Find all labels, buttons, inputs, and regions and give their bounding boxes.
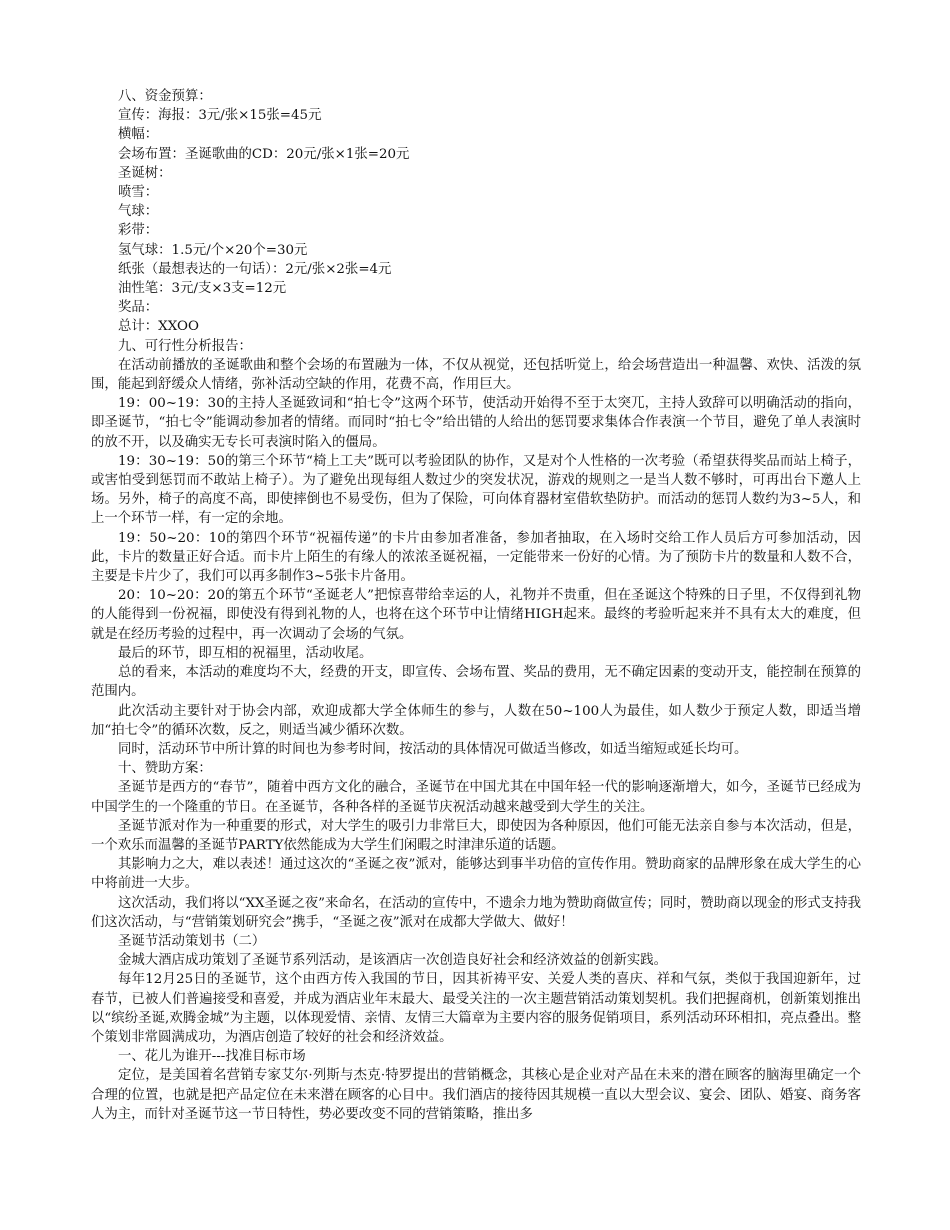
plan2-section1-paragraph: 定位，是美国着名营销专家艾尔·列斯与杰克·特罗提出的营销概念，其核心是企业对产品在未来的潜在顾客的脑海里确定一个合理的位置，也就是把产品定位在未来潜在顾客的心目中。我们酒店的接待因其规模一直以大型会议、宴会、团队、婚宴、商务客人为主，而针对圣诞节这一节日特性，势必要改变不同的营销策略，推出多 <box>91 1068 861 1122</box>
budget-item: 宣传：海报：3元/张×15张=45元 <box>118 108 322 124</box>
plan2-paragraph: 金城大酒店成功策划了圣诞节系列活动，是该酒店一次创造良好社会和经济效益的创新实践。 <box>118 953 668 969</box>
plan2-heading: 圣诞节活动策划书（二） <box>118 933 266 949</box>
feasibility-heading: 九、可行性分析报告： <box>118 338 252 354</box>
feasibility-paragraph: 在活动前播放的圣诞歌曲和整个会场的布置融为一体，不仅从视觉，还包括听觉上，给会场营造出一种温馨、欢快、活泼的氛围，能起到舒缓众人情绪，弥补活动空缺的作用，花费不高，作用巨大。 <box>91 357 861 393</box>
budget-item: 横幅： <box>118 127 159 143</box>
budget-item: 奖品： <box>118 300 159 316</box>
budget-heading: 八、资金预算： <box>118 89 212 104</box>
feasibility-paragraph: 总的看来，本活动的难度均不大，经费的开支，即宣传、会场布置、奖品的费用，无不确定因素的变动开支，能控制在预算的范围内。 <box>91 665 861 700</box>
budget-item: 氢气球：1.5元/个×20个=30元 <box>118 242 308 258</box>
plan2-section1-heading: 一、花儿为谁开---找准目标市场 <box>118 1049 306 1065</box>
plan2-paragraph: 每年12月25日的圣诞节，这个由西方传入我国的节日，因其祈祷平安、关爱人类的喜庆、祥和气氛，类似于我国迎新年，过春节，已被人们普遍接受和喜爱，并成为酒店业年末最大、最受关注的一次主题营销活动策划契机。我们把握商机，创新策划推出以“缤纷圣诞,欢腾金城”为主题，以体现爱情、亲情、友情三大篇章为主要内容的服务促销项目，系列活动环环相扣，亮点叠出。整个策划非常圆满成功，为酒店创造了较好的社会和经济效益。 <box>91 972 861 1045</box>
feasibility-paragraph: 同时，活动环节中所计算的时间也为参考时间，按活动的具体情况可做适当修改，如适当缩短或延长均可。 <box>118 741 748 757</box>
document-page <box>91 87 861 1124</box>
feasibility-paragraph: 19：50~20：10的第四个环节“祝福传递”的卡片由参加者准备，参加者抽取，在入场时交给工作人员后方可参加活动，因此，卡片的数量正好合适。而卡片上陌生的有缘人的浓浓圣诞祝福，一定能带来一份好的心情。为了预防卡片的数量和人数不合，主要是卡片少了，我们可以再多制作3~5张卡片备用。 <box>91 530 861 585</box>
sponsorship-paragraph: 圣诞节是西方的“春节”，随着中西方文化的融合，圣诞节在中国尤其在中国年轻一代的影响逐渐增大，如今，圣诞节已经成为中国学生的一个隆重的节日。在圣诞节，各种各样的圣诞节庆祝活动越来越受到大学生的关注。 <box>91 780 861 815</box>
feasibility-paragraph: 19：30~19：50的第三个环节“椅上工夫”既可以考验团队的协作，又是对个人性格的一次考验（希望获得奖品而站上椅子，或害怕受到惩罚而不敢站上椅子）。为了避免出现每组人数过少的突发状况，游戏的规则之一是当人数不够时，可再出台下邀人上场。另外，椅子的高度不高，即使摔倒也不易受伤，但为了保险，可向体育器材室借软垫防护。而活动的惩罚人数约为3~5人，和上一个环节一样，有一定的余地。 <box>91 453 861 527</box>
feasibility-paragraph: 20：10~20：20的第五个环节“圣诞老人”把惊喜带给幸运的人，礼物并不贵重，但在圣诞这个特殊的日子里，不仅得到礼物的人能得到一份祝福，即使没有得到礼物的人，也将在这个环节中让情绪HIGH起来。最终的考验听起来并不具有太大的难度，但就是在经历考验的过程中，再一次调动了会场的气氛。 <box>91 588 861 642</box>
feasibility-paragraph: 最后的环节，即互相的祝福里，活动收尾。 <box>118 645 373 661</box>
budget-total: 总计：XXOO <box>118 319 199 335</box>
sponsorship-paragraph: 圣诞节派对作为一种重要的形式，对大学生的吸引力非常巨大，即使因为各种原因，他们可能无法亲自参与本次活动，但是，一个欢乐而温馨的圣诞节PARTY依然能成为大学生们闲暇之时津津乐道的话题。 <box>91 818 861 853</box>
sponsorship-paragraph: 这次活动，我们将以“XX圣诞之夜”来命名，在活动的宣传中，不遗余力地为赞助商做宣传；同时，赞助商以现金的形式支持我们这次活动，与“营销策划研究会”携手，“圣诞之夜”派对在成都大学做大、做好！ <box>91 895 861 930</box>
sponsorship-heading: 十、赞助方案： <box>118 761 212 777</box>
budget-item: 喷雪： <box>118 185 159 201</box>
budget-item: 气球： <box>118 204 159 220</box>
feasibility-paragraph: 此次活动主要针对于协会内部，欢迎成都大学全体师生的参与，人数在50~100人为最佳，如人数少于预定人数，即适当增加“拍七令”的循环次数，反之，则适当减少循环次数。 <box>91 703 861 738</box>
budget-item: 会场布置：圣诞歌曲的CD：20元/张×1张=20元 <box>118 146 410 162</box>
sponsorship-paragraph: 其影响力之大，难以表述！通过这次的“圣诞之夜”派对，能够达到事半功倍的宣传作用。赞助商家的品牌形象在成大学生的心中将前进一大步。 <box>91 857 861 892</box>
budget-item: 彩带： <box>118 223 159 239</box>
feasibility-paragraph: 19：00~19：30的主持人圣诞致词和“拍七令”这两个环节，使活动开始得不至于太突兀，主持人致辞可以明确活动的指向，即圣诞节，“拍七令”能调动参加者的情绪。而同时“拍七令”给出错的人给出的惩罚要求集体合作表演一个节目，避免了单人表演时的放不开，以及确实无专长可表演时陷入的僵局。 <box>91 396 861 450</box>
budget-item: 纸张（最想表达的一句话）：2元/张×2张=4元 <box>118 261 392 277</box>
budget-item: 油性笔：3元/支×3支=12元 <box>118 281 287 297</box>
budget-item: 圣诞树： <box>118 165 172 181</box>
